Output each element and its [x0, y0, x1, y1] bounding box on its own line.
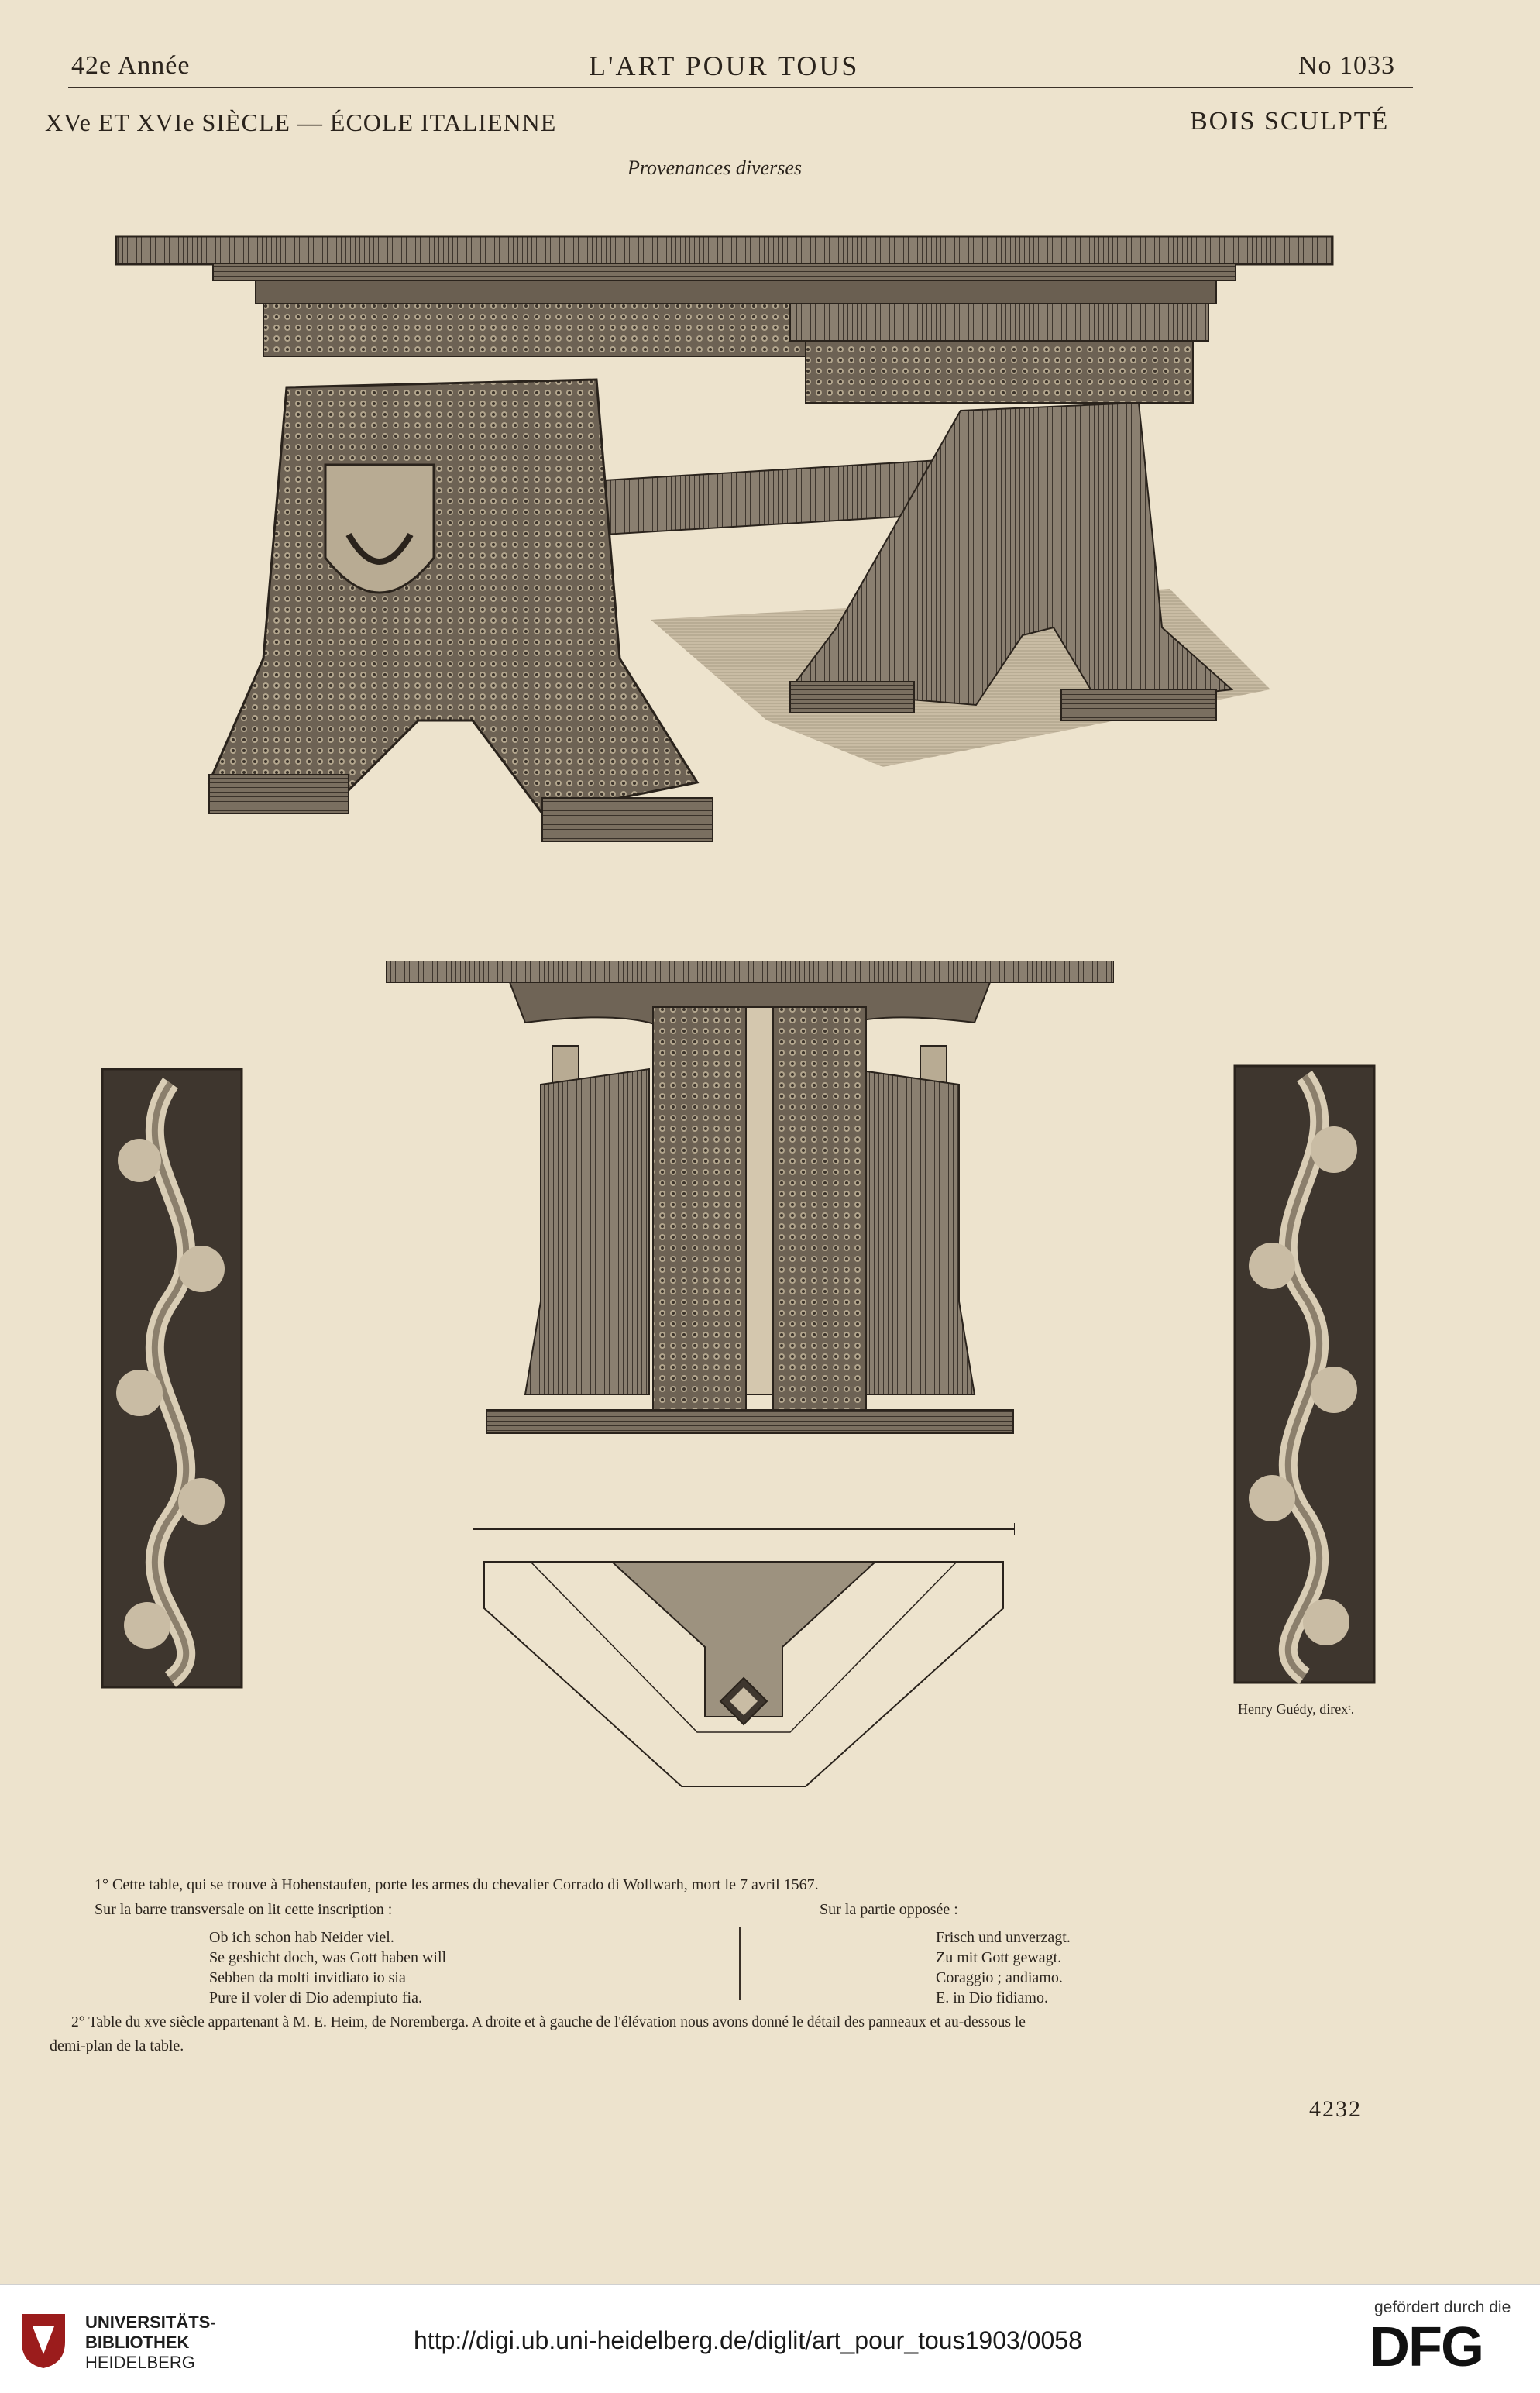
inscription-line: Sebben da molti invidiato io sia	[209, 1969, 406, 1986]
caption-paragraph-1: 1° Cette table, qui se trouve à Hohenstaufen, porte les armes du chevalier Corrado di Wollwarh, mort le 7 avril 1567.	[95, 1876, 819, 1893]
viewer-footer	[0, 2284, 1540, 2393]
inscription-line: Frisch und unverzagt.	[936, 1929, 1071, 1946]
page-number: 4232	[1309, 2096, 1362, 2122]
caption-paragraph-2: 2° Table du xve siècle appartenant à M. E. Heim, de Noremberga. A droite et à gauche de l'élévation nous avons donné le détail des panneaux et au-dessous le	[71, 2014, 1026, 2030]
left-panel-detail	[101, 1068, 243, 1689]
inscription-line: Ob ich schon hab Neider viel.	[209, 1929, 394, 1946]
permalink-url[interactable]: http://digi.ub.uni-heidelberg.de/diglit/art_pour_tous1903/0058	[414, 2326, 1082, 2354]
year-label: 42e Année	[71, 51, 191, 80]
funding-label: gefördert durch die	[1374, 2298, 1511, 2316]
header-rule	[68, 87, 1413, 88]
issue-number: No 1033	[1298, 51, 1396, 80]
inscription-line: Pure il voler di Dio adempiuto fia.	[209, 1989, 422, 2006]
right-inscription-intro: Sur la partie opposée :	[820, 1901, 958, 1918]
caption-paragraph-2-continued: demi-plan de la table.	[50, 2037, 184, 2054]
inscription-divider	[739, 1927, 741, 2000]
inscription-line: Coraggio ; andiamo.	[936, 1969, 1063, 1986]
table-perspective-illustration	[108, 225, 1363, 899]
century-label: XVe ET XVIe SIÈCLE — ÉCOLE ITALIENNE	[45, 108, 557, 136]
table-elevation-drawing	[386, 961, 1114, 1449]
engraver-credit: Henry Guédy, direxᵗ.	[1238, 1701, 1355, 1717]
subject-label: BOIS SCULPTÉ	[1190, 107, 1390, 136]
inscription-line: Se geshicht doch, was Gott haben will	[209, 1949, 447, 1966]
subtitle: Provenances diverses	[627, 156, 803, 179]
left-inscription-intro: Sur la barre transversale on lit cette inscription :	[95, 1901, 393, 1918]
right-panel-detail	[1233, 1064, 1376, 1684]
dfg-logo[interactable]: DFG	[1370, 2316, 1483, 2378]
journal-title: L'ART POUR TOUS	[589, 50, 860, 81]
library-name-line: BIBLIOTHEK	[85, 2333, 190, 2352]
half-plan-drawing	[473, 1523, 1015, 1794]
library-name-line: HEIDELBERG	[85, 2353, 195, 2372]
inscription-line: Zu mit Gott gewagt.	[936, 1949, 1062, 1966]
library-name-line: UNIVERSITÄTS-	[85, 2312, 216, 2332]
inscription-line: E. in Dio fidiamo.	[936, 1989, 1048, 2006]
university-seal-icon	[17, 2311, 70, 2370]
